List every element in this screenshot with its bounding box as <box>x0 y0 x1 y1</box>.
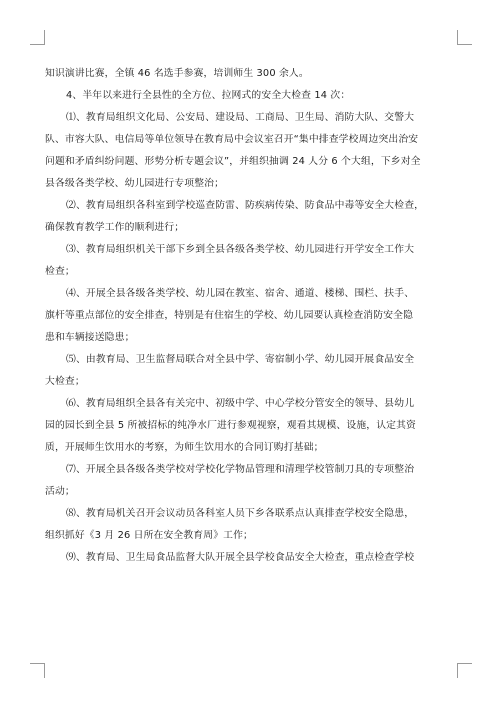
text-line: 县各级各类学校、幼儿园进行专项整治； <box>45 178 225 189</box>
text-line: 4、半年以来进行全县性的全方位、拉网式的安全大检查 14 次： <box>66 90 351 101</box>
document-body <box>45 63 459 569</box>
text-line: ⑼、教育局、卫生局食品监督大队开展全县学校食品安全大检查，重点检查学校 <box>66 552 415 563</box>
text-line: 检查； <box>45 266 75 277</box>
text-line: ⑴、教育局组织文化局、公安局、建设局、工商局、卫生局、消防大队、交警大 <box>66 112 415 123</box>
text-line: 旗杆等重点部位的安全排查，特别是有住宿生的学校、幼儿园要认真检查消防安全隐 <box>45 310 414 321</box>
text-line: ⑹、教育局组织全县各有关完中、初级中学、中心学校分管安全的领导、县幼儿 <box>66 398 415 409</box>
text-line: 质，开展师生饮用水的考察，为师生饮用水的合同订购打基础； <box>45 442 324 453</box>
text-line: 队、市容大队、电信局等单位领导在教育局中会议室召开“集中排查学校周边突出治安 <box>45 134 419 145</box>
text-line: 活动； <box>45 486 75 497</box>
text-line: 确保教育教学工作的顺利进行； <box>45 222 185 233</box>
text-line: ⑺、开展全县各级各类学校对学校化学物品管理和清理学校管制刀具的专项整治 <box>66 464 415 475</box>
crop-mark-top-right <box>457 30 472 45</box>
text-line: 问题和矛盾纠纷问题、形势分析专题会议”，并组织抽调 24 人分 6 个大组，下乡对全 <box>45 156 421 167</box>
text-line: 患和车辆接送隐患； <box>45 332 135 343</box>
text-line: 组织抓好《3 月 26 日所在安全教育周》工作； <box>45 530 253 541</box>
text-line: ⑶、教育局组织机关干部下乡到全县各级各类学校、幼儿园进行开学安全工作大 <box>66 244 415 255</box>
text-line: 园的园长到全县 5 所被招标的纯净水厂进行参观视察，观看其规模、设施，认定其资 <box>45 420 416 431</box>
crop-mark-top-left <box>30 30 45 45</box>
crop-mark-bottom-left <box>30 663 45 678</box>
text-line: 知识演讲比赛，全镇 46 名选手参赛，培训师生 300 余人。 <box>45 68 309 79</box>
crop-mark-bottom-right <box>457 663 472 678</box>
text-line: 大检查； <box>45 376 85 387</box>
text-line: ⑸、由教育局、卫生监督局联合对全县中学、寄宿制小学、幼儿园开展食品安全 <box>66 354 415 365</box>
text-line: ⑻、教育局机关召开会议动员各科室人员下乡各联系点认真排查学校安全隐患， <box>66 508 415 519</box>
text-line: ⑵、教育局组织各科室到学校巡查防雷、防疾病传染、防食品中毒等安全大检查， <box>66 200 425 211</box>
text-line: ⑷、开展全县各级各类学校、幼儿园在教室、宿舍、通道、楼梯、围栏、扶手、 <box>66 288 415 299</box>
